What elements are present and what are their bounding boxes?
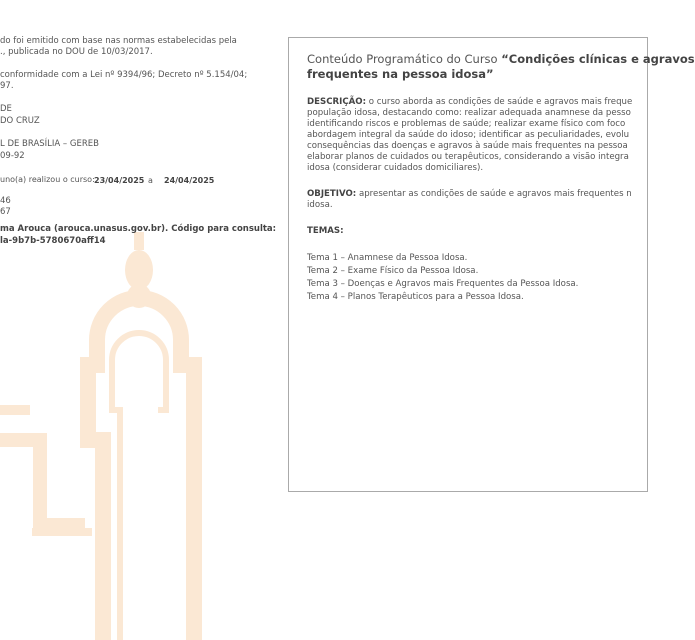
description-line: o curso aborda as condições de saúde e agravos mais freque <box>366 97 633 107</box>
description-line: identificando riscos e problemas de saúde; realizar exame físico com foco <box>307 119 626 129</box>
norms-line-1: do foi emitido com base nas normas estabelecidas pela <box>0 36 237 46</box>
norms-line-2: ., publicada no DOU de 10/03/2017. <box>0 47 153 57</box>
objective-label: OBJETIVO: <box>307 189 357 199</box>
law-line-2: 97. <box>0 81 14 91</box>
topic-item: Tema 2 – Exame Físico da Pessoa Idosa. <box>307 266 479 276</box>
topic-item: Tema 1 – Anamnese da Pessoa Idosa. <box>307 253 468 263</box>
topics-list <box>307 252 657 304</box>
description-line: população idosa, destacando como: realizar adequada anamnese da pesso <box>307 108 631 118</box>
objective-section <box>307 189 657 211</box>
objective-line: apresentar as condições de saúde e agravos mais frequentes n <box>356 189 632 199</box>
institution-line-1: DE <box>0 104 12 114</box>
institution-line-2: DO CRUZ <box>0 116 40 126</box>
objective-line: idosa. <box>307 200 333 210</box>
title-course-name-2: frequentes na pessoa idosa” <box>307 67 494 81</box>
date-start: 23/04/2025 <box>94 176 145 185</box>
title-prefix: Conteúdo Programático do Curso <box>307 52 502 66</box>
topic-item: Tema 4 – Planos Terapêuticos para a Pessoa Idosa. <box>307 292 524 302</box>
title-course-name-1: “Condições clínicas e agravos <box>501 52 695 66</box>
date-end: 24/04/2025 <box>164 176 215 185</box>
topic-item: Tema 3 – Doenças e Agravos mais Frequentes da Pessoa Idosa. <box>307 279 579 289</box>
verification-code: la-9b7b-5780670aff14 <box>0 236 106 246</box>
description-line: consequências das doenças e agravos à saúde mais frequentes na pessoa <box>307 141 628 151</box>
register-line-2: 67 <box>0 207 11 217</box>
panel-title <box>307 52 695 82</box>
date-separator: a <box>148 176 153 185</box>
description-section <box>307 97 657 174</box>
topics-label: TEMAS: <box>307 226 344 236</box>
verification-line-1: ma Arouca (arouca.unasus.gov.br). Código para consulta: <box>0 224 277 234</box>
course-period-label: uno(a) realizou o curso: <box>0 175 95 184</box>
description-line: idosa (considerar cuidados domiciliares). <box>307 163 484 173</box>
course-program-panel <box>288 37 695 492</box>
description-line: abordagem integral da saúde do idoso; identificar as peculiaridades, evolu <box>307 130 630 140</box>
description-label: DESCRIÇÃO: <box>307 97 367 107</box>
description-line: elaborar planos de cuidados ou terapêuticos, considerando a visão integra <box>307 152 629 162</box>
regional-line-1: L DE BRASÍLIA – GEREB <box>0 139 99 149</box>
regional-line-2: 09-92 <box>0 151 25 161</box>
register-line-1: 46 <box>0 196 11 206</box>
law-line-1: conformidade com a Lei nº 9394/96; Decreto nº 5.154/04; <box>0 70 248 80</box>
